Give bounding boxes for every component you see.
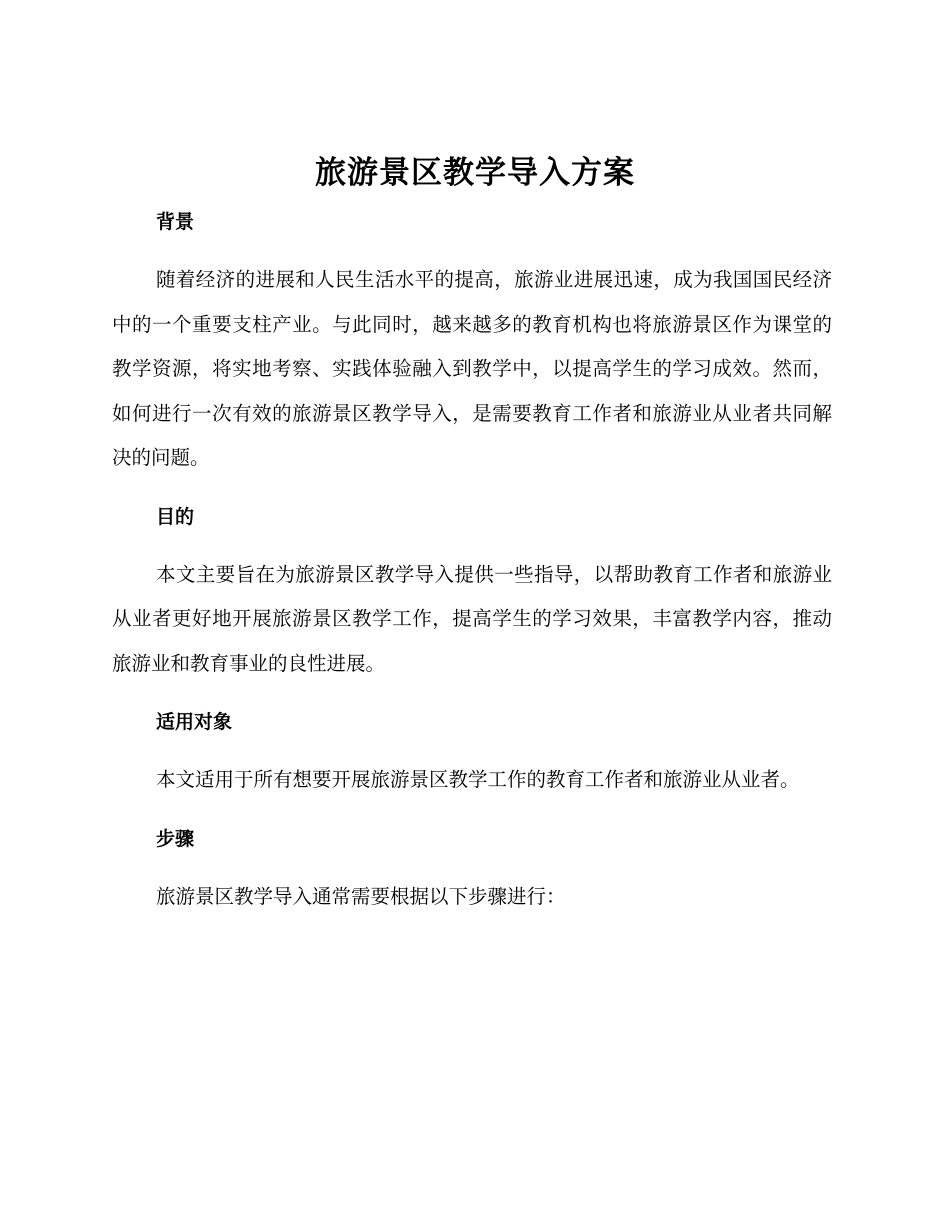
section-heading: 步骤 [156,827,195,850]
section-paragraph: 旅游景区教学导入通常需要根据以下步骤进行： [156,884,566,908]
section-background [112,200,832,495]
section-purpose [112,495,832,701]
section-heading: 目的 [156,505,195,528]
section-steps [112,817,832,920]
section-paragraph: 随着经济的进展和人民生活水平的提高，旅游业进展迅速，成为我国国民经济中的一个重要支柱产业。与此同时，越来越多的教育机构也将旅游景区作为课堂的教学资源，将实地考察、实践体验融入到教学中，以提高学生的学习成效。然而，如何进行一次有效的旅游景区教学导入，是需要教育工作者和旅游业从业者共同解决的问题。 [112,268,832,469]
section-paragraph: 本文主要旨在为旅游景区教学导入提供一些指导，以帮助教育工作者和旅游业从业者更好地开展旅游景区教学工作，提高学生的学习效果，丰富教学内容，推动旅游业和教育事业的良性进展。 [112,562,832,675]
document-title: 旅游景区教学导入方案 [315,155,635,191]
document-body [112,200,832,919]
section-paragraph: 本文适用于所有想要开展旅游景区教学工作的教育工作者和旅游业从业者。 [156,768,800,791]
section-heading: 适用对象 [156,711,233,733]
section-heading: 背景 [156,211,195,233]
section-audience [112,700,832,817]
